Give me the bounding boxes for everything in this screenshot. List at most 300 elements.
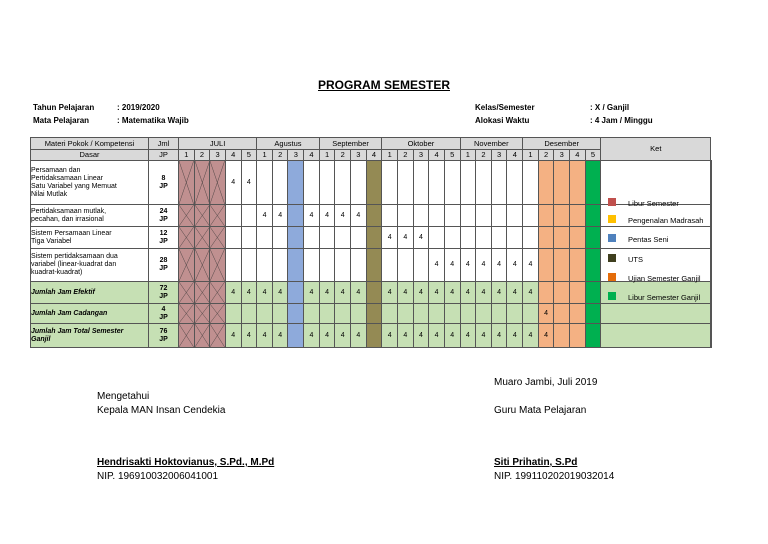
week-cell	[476, 205, 492, 227]
week-cell: 4	[429, 324, 445, 348]
week-cell: 4	[225, 282, 241, 304]
alokasi-value: : 4 Jam / Minggu	[590, 116, 653, 125]
head-ket: Ket	[601, 138, 711, 161]
week-cell	[554, 324, 570, 348]
jml-cell	[149, 324, 179, 348]
week-cell	[601, 161, 711, 205]
week-cell	[194, 227, 210, 249]
week-cell	[554, 161, 570, 205]
week-cell	[366, 324, 382, 348]
week-cell	[304, 249, 320, 282]
kelas-value: : X / Ganjil	[590, 103, 630, 112]
materi-line: Tiga Variabel	[31, 237, 72, 245]
legend-swatch	[608, 234, 616, 242]
week-cell	[351, 249, 367, 282]
week-header: 3	[351, 150, 367, 161]
cross-mark	[179, 249, 194, 281]
cross-mark	[179, 324, 194, 347]
week-header: 5	[241, 150, 257, 161]
tahun-label: Tahun Pelajaran	[33, 103, 95, 112]
week-cell: 4	[444, 324, 460, 348]
materi-line: Pertidaksamaan mutlak,	[31, 207, 107, 215]
materi-cell	[31, 205, 149, 227]
week-cell: 4	[319, 282, 335, 304]
cross-mark	[210, 161, 225, 204]
week-cell: 4	[351, 282, 367, 304]
week-cell	[444, 304, 460, 324]
head-jml-2: JP	[149, 150, 179, 161]
jml-cell	[149, 304, 179, 324]
cross-mark	[210, 227, 225, 248]
week-cell	[397, 205, 413, 227]
week-cell	[304, 227, 320, 249]
week-cell	[194, 282, 210, 304]
week-cell	[335, 161, 351, 205]
jml-cell	[149, 205, 179, 227]
week-cell	[429, 304, 445, 324]
week-cell	[413, 304, 429, 324]
week-cell	[491, 205, 507, 227]
week-cell	[601, 304, 711, 324]
legend-label: Pentas Seni	[628, 235, 669, 244]
week-cell	[585, 227, 601, 249]
week-cell	[366, 205, 382, 227]
week-cell	[538, 249, 554, 282]
week-cell	[366, 282, 382, 304]
week-cell	[288, 227, 304, 249]
week-cell	[319, 161, 335, 205]
week-cell	[382, 249, 398, 282]
materi-line: Sistem Persamaan Linear	[31, 229, 112, 237]
cross-mark	[210, 324, 225, 347]
week-cell	[194, 324, 210, 348]
week-cell: 4	[507, 249, 523, 282]
week-cell	[210, 249, 226, 282]
week-cell: 4	[491, 249, 507, 282]
week-header: 2	[476, 150, 492, 161]
week-header: 4	[570, 150, 586, 161]
materi-cell	[31, 324, 149, 348]
week-cell	[225, 227, 241, 249]
week-cell	[366, 227, 382, 249]
week-header: 4	[225, 150, 241, 161]
table-row	[31, 304, 712, 324]
week-cell	[319, 304, 335, 324]
week-cell: 4	[476, 249, 492, 282]
legend-swatch	[608, 273, 616, 281]
week-cell	[288, 249, 304, 282]
guru-title: Guru Mata Pelajaran	[494, 405, 587, 416]
legend-label: UTS	[628, 255, 643, 264]
week-cell: 4	[460, 324, 476, 348]
guru-nip: NIP. 199110202019032014	[494, 471, 615, 482]
materi-line: Jumlah Jam Total Semester	[31, 327, 124, 335]
week-cell	[335, 304, 351, 324]
week-cell: 4	[351, 205, 367, 227]
week-header: 5	[585, 150, 601, 161]
week-cell: 4	[382, 227, 398, 249]
week-cell	[257, 304, 273, 324]
week-cell	[507, 304, 523, 324]
week-cell	[554, 205, 570, 227]
week-cell: 4	[397, 324, 413, 348]
jml-line: JP	[159, 237, 168, 245]
week-cell	[413, 249, 429, 282]
head-jml-1: Jml	[149, 138, 179, 150]
week-cell: 4	[429, 282, 445, 304]
week-cell	[179, 205, 195, 227]
materi-line: variabel (linear-kuadrat dan	[31, 261, 117, 268]
guru-name: Siti Prihatin, S.Pd	[494, 457, 578, 468]
week-header: 3	[554, 150, 570, 161]
kepala-name: Hendrisakti Hoktovianus, S.Pd., M.Pd	[97, 457, 275, 468]
week-cell	[570, 304, 586, 324]
week-cell	[538, 161, 554, 205]
week-cell	[272, 161, 288, 205]
materi-line: Persamaan dan	[31, 166, 81, 174]
week-cell	[179, 324, 195, 348]
week-header: 1	[382, 150, 398, 161]
week-cell	[585, 249, 601, 282]
week-cell	[210, 205, 226, 227]
week-cell	[210, 227, 226, 249]
week-cell: 4	[241, 161, 257, 205]
mapel-label: Mata Pelajaran	[33, 116, 90, 125]
jml-line: 76	[159, 327, 168, 335]
week-cell: 4	[335, 282, 351, 304]
week-header: 1	[179, 150, 195, 161]
month-header: Oktober	[382, 138, 460, 150]
week-cell	[382, 205, 398, 227]
cross-mark	[195, 282, 210, 303]
week-cell: 4	[335, 205, 351, 227]
week-cell: 4	[413, 227, 429, 249]
week-cell	[476, 304, 492, 324]
materi-line: Jumlah Jam Efektif	[31, 288, 95, 296]
month-header: Desember	[523, 138, 601, 150]
table-row	[31, 324, 712, 348]
month-header: JULI	[179, 138, 257, 150]
cross-mark	[195, 324, 210, 347]
week-cell: 4	[319, 324, 335, 348]
week-cell: 4	[382, 324, 398, 348]
week-cell: 4	[413, 282, 429, 304]
cross-mark	[179, 227, 194, 248]
cross-mark	[210, 249, 225, 281]
jml-line: 4	[161, 305, 166, 313]
week-cell	[257, 227, 273, 249]
page-title: PROGRAM SEMESTER	[317, 78, 450, 92]
program-semester-table	[30, 137, 712, 348]
week-cell	[179, 304, 195, 324]
jml-cell	[149, 227, 179, 249]
week-cell	[538, 205, 554, 227]
week-header: 2	[194, 150, 210, 161]
jml-line: JP	[159, 265, 168, 272]
week-cell	[491, 227, 507, 249]
materi-line: pecahan, dan irrasional	[31, 215, 104, 223]
week-header: 2	[335, 150, 351, 161]
week-cell: 4	[476, 324, 492, 348]
week-cell	[225, 249, 241, 282]
cross-mark	[179, 161, 194, 204]
week-cell: 4	[523, 324, 539, 348]
jml-cell	[149, 282, 179, 304]
week-cell	[444, 227, 460, 249]
week-cell	[491, 161, 507, 205]
week-cell	[476, 161, 492, 205]
materi-line: Pertidaksamaan Linear	[31, 174, 103, 182]
week-cell	[194, 161, 210, 205]
week-cell: 4	[523, 249, 539, 282]
week-cell	[194, 205, 210, 227]
week-cell: 4	[225, 324, 241, 348]
materi-cell	[31, 282, 149, 304]
week-cell	[585, 161, 601, 205]
week-header: 2	[397, 150, 413, 161]
week-header: 4	[366, 150, 382, 161]
mengetahui: Mengetahui	[97, 391, 150, 402]
week-cell	[429, 205, 445, 227]
week-cell	[366, 161, 382, 205]
jml-line: JP	[159, 182, 168, 190]
month-header: September	[319, 138, 382, 150]
week-cell	[382, 161, 398, 205]
head-materi-2: Dasar	[31, 150, 149, 161]
cross-mark	[210, 304, 225, 323]
week-cell	[179, 161, 195, 205]
place-date: Muaro Jambi, Juli 2019	[494, 377, 598, 388]
week-cell	[194, 249, 210, 282]
week-cell: 4	[319, 205, 335, 227]
month-header: November	[460, 138, 523, 150]
materi-line: Sistem pertidaksamaan dua	[31, 253, 118, 260]
ket-cell	[711, 161, 712, 348]
cross-mark	[210, 282, 225, 303]
week-cell: 4	[257, 324, 273, 348]
week-cell: 4	[241, 282, 257, 304]
week-cell: 4	[507, 324, 523, 348]
week-header: 4	[304, 150, 320, 161]
week-cell: 4	[304, 324, 320, 348]
week-header: 3	[491, 150, 507, 161]
week-cell	[507, 161, 523, 205]
materi-line: Jumlah Jam Cadangan	[31, 309, 108, 317]
week-cell	[538, 282, 554, 304]
legend-swatch	[608, 198, 616, 206]
materi-line: Nilai Mutlak	[31, 190, 68, 198]
week-header: 2	[272, 150, 288, 161]
legend-swatch	[608, 215, 616, 223]
week-cell	[210, 324, 226, 348]
legend-label: Libur Semester	[628, 199, 679, 208]
materi-line: Satu Variabel yang Memuat	[31, 182, 117, 190]
week-cell	[210, 304, 226, 324]
week-cell: 4	[476, 282, 492, 304]
jml-cell	[149, 161, 179, 205]
week-cell	[351, 227, 367, 249]
week-cell	[304, 161, 320, 205]
week-cell	[210, 282, 226, 304]
week-cell: 4	[413, 324, 429, 348]
jml-line: 72	[159, 284, 168, 292]
week-cell	[351, 304, 367, 324]
week-cell	[288, 324, 304, 348]
legend-swatch	[608, 254, 616, 262]
materi-cell	[31, 227, 149, 249]
week-cell: 4	[429, 249, 445, 282]
week-cell	[429, 161, 445, 205]
cross-mark	[179, 282, 194, 303]
week-cell	[523, 205, 539, 227]
week-cell: 4	[351, 324, 367, 348]
week-cell	[335, 249, 351, 282]
week-cell: 4	[538, 324, 554, 348]
week-cell: 4	[272, 205, 288, 227]
cross-mark	[195, 205, 210, 226]
week-cell	[288, 161, 304, 205]
week-cell	[554, 227, 570, 249]
legend-label: Libur Semester Ganjil	[628, 293, 701, 302]
cross-mark	[210, 205, 225, 226]
week-cell	[554, 282, 570, 304]
materi-line: Ganjil	[31, 335, 51, 343]
week-cell	[601, 324, 711, 348]
jml-line: JP	[159, 335, 168, 343]
tahun-value: : 2019/2020	[117, 103, 160, 112]
week-cell: 4	[335, 324, 351, 348]
week-cell	[570, 205, 586, 227]
week-cell: 4	[257, 205, 273, 227]
week-cell	[366, 304, 382, 324]
cross-mark	[179, 304, 194, 323]
week-header: 4	[507, 150, 523, 161]
week-cell	[413, 161, 429, 205]
week-header: 1	[257, 150, 273, 161]
week-cell	[179, 227, 195, 249]
kepala-title: Kepala MAN Insan Cendekia	[97, 405, 226, 416]
week-cell	[366, 249, 382, 282]
week-cell	[241, 304, 257, 324]
week-cell: 4	[444, 249, 460, 282]
week-header: 3	[413, 150, 429, 161]
week-cell: 4	[444, 282, 460, 304]
cross-mark	[195, 161, 210, 204]
week-cell: 4	[272, 282, 288, 304]
jml-cell	[149, 249, 179, 282]
week-cell: 4	[304, 282, 320, 304]
week-cell	[570, 324, 586, 348]
materi-cell	[31, 249, 149, 282]
week-cell	[210, 161, 226, 205]
week-cell: 4	[507, 282, 523, 304]
week-cell	[554, 249, 570, 282]
week-cell	[288, 304, 304, 324]
week-cell	[194, 304, 210, 324]
week-header: 3	[288, 150, 304, 161]
week-cell	[397, 161, 413, 205]
week-cell: 4	[225, 161, 241, 205]
week-cell	[523, 161, 539, 205]
materi-cell	[31, 304, 149, 324]
week-cell	[460, 227, 476, 249]
materi-cell	[31, 161, 149, 205]
week-cell	[225, 304, 241, 324]
kepala-nip: NIP. 196910032006041001	[97, 471, 219, 482]
week-cell	[538, 227, 554, 249]
week-cell	[523, 227, 539, 249]
head-materi-1: Materi Pokok / Kompetensi	[31, 138, 149, 150]
alokasi-label: Alokasi Waktu	[475, 116, 530, 125]
week-cell	[382, 304, 398, 324]
week-cell	[397, 249, 413, 282]
week-cell: 4	[382, 282, 398, 304]
week-cell	[413, 205, 429, 227]
week-cell	[523, 304, 539, 324]
jml-line: 28	[159, 257, 168, 264]
mapel-value: : Matematika Wajib	[117, 116, 189, 125]
week-cell	[272, 227, 288, 249]
week-cell	[351, 161, 367, 205]
week-cell: 4	[272, 324, 288, 348]
week-cell	[460, 205, 476, 227]
week-cell	[460, 304, 476, 324]
week-cell	[288, 205, 304, 227]
week-cell	[272, 249, 288, 282]
week-cell: 4	[304, 205, 320, 227]
week-cell: 4	[491, 324, 507, 348]
legend-label: Ujian Semester Ganjil	[628, 274, 701, 283]
jml-line: JP	[159, 292, 168, 300]
month-header: Agustus	[257, 138, 320, 150]
week-header: 2	[538, 150, 554, 161]
week-cell	[319, 227, 335, 249]
week-header: 1	[523, 150, 539, 161]
legend-swatch	[608, 292, 616, 300]
week-cell	[304, 304, 320, 324]
week-cell	[585, 205, 601, 227]
week-cell	[397, 304, 413, 324]
week-cell	[585, 304, 601, 324]
week-cell	[257, 161, 273, 205]
week-cell	[554, 304, 570, 324]
cross-mark	[195, 249, 210, 281]
week-cell	[179, 249, 195, 282]
cross-mark	[195, 304, 210, 323]
week-cell	[335, 227, 351, 249]
week-cell	[585, 282, 601, 304]
week-cell: 4	[523, 282, 539, 304]
kelas-label: Kelas/Semester	[475, 103, 535, 112]
week-cell	[241, 205, 257, 227]
week-header: 1	[319, 150, 335, 161]
week-cell	[570, 227, 586, 249]
week-header: 1	[460, 150, 476, 161]
legend-label: Pengenalan Madrasah	[628, 216, 704, 225]
jml-line: 24	[159, 207, 168, 215]
week-cell	[585, 324, 601, 348]
week-cell: 4	[257, 282, 273, 304]
week-cell	[257, 249, 273, 282]
week-cell	[570, 282, 586, 304]
jml-line: 12	[159, 229, 168, 237]
week-cell	[319, 249, 335, 282]
week-cell	[476, 227, 492, 249]
week-cell	[444, 161, 460, 205]
jml-line: 8	[161, 174, 166, 182]
week-cell: 4	[241, 324, 257, 348]
week-cell	[272, 304, 288, 324]
